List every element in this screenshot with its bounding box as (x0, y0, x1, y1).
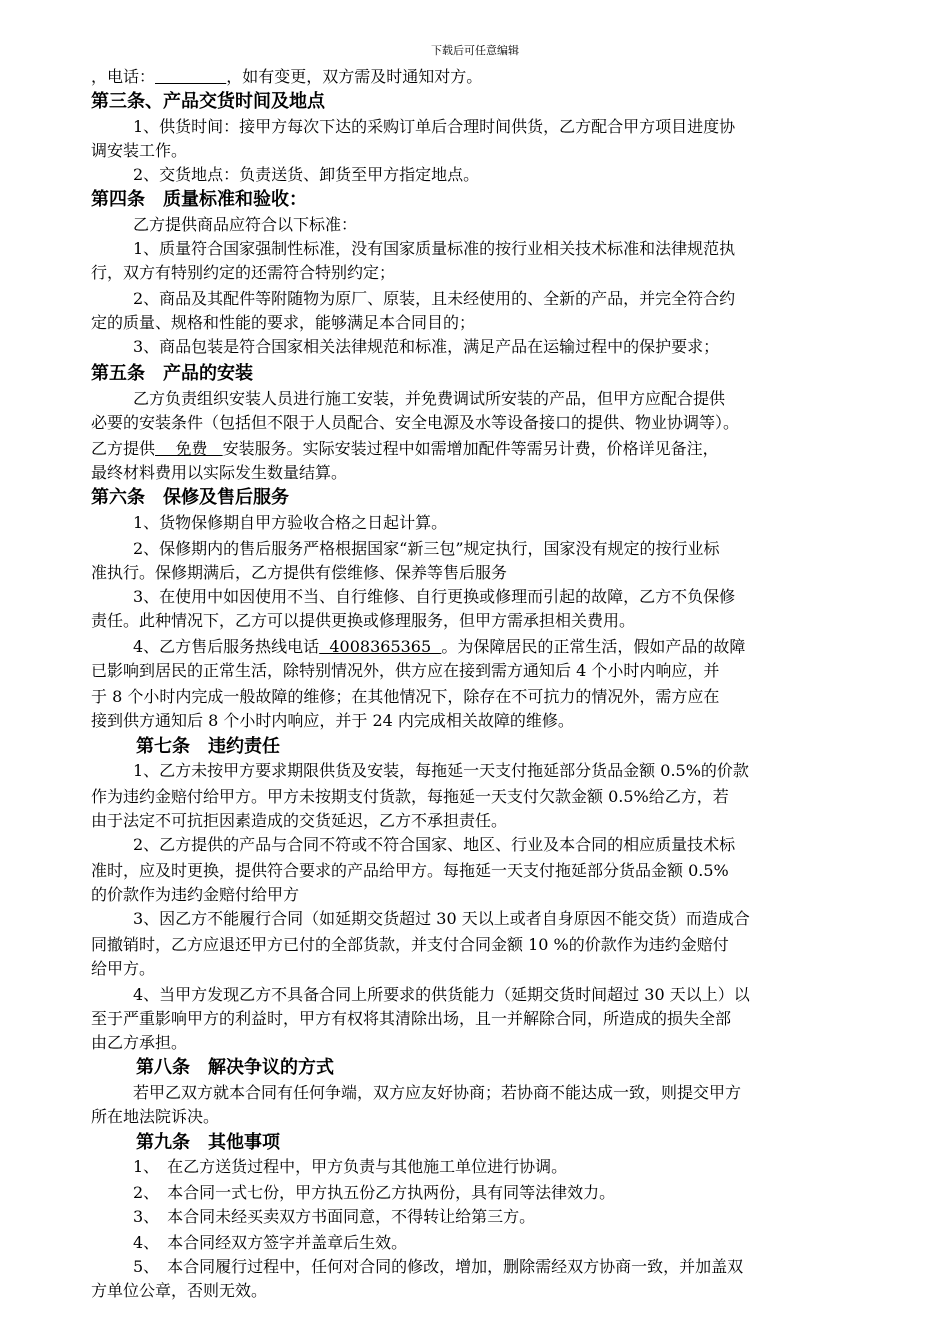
hotline-note: 。为保障居民的正常生活，假如产品的故障 (441, 637, 746, 656)
install-free-blank: 免费 (155, 439, 223, 458)
paragraph-line: 方单位公章，否则无效。 (91, 1281, 268, 1300)
hotline-number: 4008365365 (319, 637, 442, 656)
paragraph-line: 1、供货时间：接甲方每次下达的采购订单后合理时间供货，乙方配合甲方项目进度协 (133, 117, 736, 136)
paragraph-line: 作为违约金赔付给甲方。甲方未按期支付货款，每拖延一天支付欠款金额 0.5%给乙方，若 (91, 787, 729, 806)
paragraph-line: 准时，应及时更换，提供符合要求的产品给甲方。每拖延一天支付拖延部分货品金额 0.5% (91, 861, 729, 880)
page-header-note: 下载后可任意编辑 (431, 44, 519, 57)
article-7-heading: 第七条 违约责任 (136, 736, 280, 757)
paragraph-line: 若甲乙双方就本合同有任何争端，双方应友好协商；若协商不能达成一致，则提交甲方 (133, 1083, 742, 1102)
paragraph-line: 至于严重影响甲方的利益时，甲方有权将其清除出场，且一并解除合同，所造成的损失全部 (91, 1009, 732, 1028)
paragraph-line: 由于法定不可抗拒因素造成的交货延迟，乙方不承担责任。 (91, 811, 508, 830)
phone-blank (155, 67, 226, 86)
contact-label: ，电话： (91, 67, 156, 86)
article-8-heading: 第八条 解决争议的方式 (136, 1057, 334, 1078)
paragraph-line: 定的质量、规格和性能的要求，能够满足本合同目的； (91, 313, 476, 332)
paragraph-line: 2、交货地点：负责送货、卸货至甲方指定地点。 (133, 165, 480, 184)
paragraph-line: 已影响到居民的正常生活，除特别情况外，供方应在接到需方通知后 4 个小时内响应，并 (91, 661, 720, 680)
list-item: 4、 本合同经双方签字并盖章后生效。 (133, 1233, 408, 1252)
article-6-heading: 第六条 保修及售后服务 (91, 487, 289, 508)
paragraph-line: 4、当甲方发现乙方不具备合同上所要求的供货能力（延期交货时间超过 30 天以上）以 (133, 985, 750, 1004)
hotline-label: 4、乙方售后服务热线电话 (133, 637, 320, 656)
article-3-heading: 第三条、产品交货时间及地点 (91, 91, 325, 112)
list-item: 5、 本合同履行过程中，任何对合同的修改，增加，删除需经双方协商一致，并加盖双 (133, 1257, 744, 1276)
list-item: 3、 本合同未经买卖双方书面同意，不得转让给第三方。 (133, 1207, 536, 1226)
install-label: 乙方提供 (91, 439, 156, 458)
paragraph-line: 准执行。保修期满后，乙方提供有偿维修、保养等售后服务 (91, 563, 508, 582)
paragraph-line: 2、乙方提供的产品与合同不符或不符合国家、地区、行业及本合同的相应质量技术标 (133, 835, 736, 854)
article-9-heading: 第九条 其他事项 (136, 1132, 280, 1153)
paragraph-line: 由乙方承担。 (91, 1033, 188, 1052)
article-5-heading: 第五条 产品的安装 (91, 363, 253, 384)
paragraph-line: 乙方负责组织安装人员进行施工安装，并免费调试所安装的产品，但甲方应配合提供 (133, 389, 726, 408)
list-item: 1、 在乙方送货过程中，甲方负责与其他施工单位进行协调。 (133, 1157, 568, 1176)
paragraph-line: 2、保修期内的售后服务严格根据国家“新三包”规定执行，国家没有规定的按行业标 (133, 539, 720, 558)
paragraph-line: 3、在使用中如因使用不当、自行维修、自行更换或修理而引起的故障，乙方不负保修 (133, 587, 736, 606)
paragraph-line: 1、质量符合国家强制性标准，没有国家质量标准的按行业相关技术标准和法律规范执 (133, 239, 736, 258)
paragraph-line: 最终材料费用以实际发生数量结算。 (91, 463, 348, 482)
paragraph-line: 给甲方。 (91, 959, 156, 978)
paragraph-line: 的价款作为违约金赔付给甲方 (91, 885, 300, 904)
paragraph-line: 1、货物保修期自甲方验收合格之日起计算。 (133, 513, 448, 532)
paragraph-line: 接到供方通知后 8 个小时内响应，并于 24 内完成相关故障的维修。 (91, 711, 574, 730)
paragraph-line: 3、商品包装是符合国家相关法律规范和标准，满足产品在运输过程中的保护要求； (133, 337, 720, 356)
paragraph-line: 于 8 个小时内完成一般故障的维修；在其他情况下，除存在不可抗力的情况外，需方应在 (91, 687, 720, 706)
paragraph-line: 行，双方有特别约定的还需符合特别约定； (91, 263, 396, 282)
paragraph-line: 责任。此种情况下，乙方可以提供更换或修理服务，但甲方需承担相关费用。 (91, 611, 636, 630)
paragraph-line: 调安装工作。 (91, 141, 188, 160)
paragraph-line: 所在地法院诉决。 (91, 1107, 220, 1126)
paragraph-line: 同撤销时，乙方应退还甲方已付的全部货款，并支付合同金额 10 %的价款作为违约金赔付 (91, 935, 729, 954)
install-note: 安装服务。实际安装过程中如需增加配件等需另计费，价格详见备注， (222, 439, 719, 458)
paragraph-line: 1、乙方未按甲方要求期限供货及安装，每拖延一天支付拖延部分货品金额 0.5%的价款 (133, 761, 749, 780)
paragraph-line: 必要的安装条件（包括但不限于人员配合、安全电源及水等设备接口的提供、物业协调等）。 (91, 413, 740, 432)
hotline-line (133, 636, 745, 658)
paragraph-line: 乙方提供商品应符合以下标准： (133, 215, 358, 234)
contact-note: ，如有变更，双方需及时通知对方。 (226, 67, 483, 86)
article-4-heading: 第四条 质量标准和验收： (91, 189, 307, 210)
list-item: 2、 本合同一式七份，甲方执五份乙方执两份，具有同等法律效力。 (133, 1183, 616, 1202)
contact-line (91, 66, 482, 88)
paragraph-line: 2、商品及其配件等附随物为原厂、原装，且未经使用的、全新的产品，并完全符合约 (133, 289, 736, 308)
install-service-line (91, 438, 719, 460)
paragraph-line: 3、因乙方不能履行合同（如延期交货超过 30 天以上或者自身原因不能交货）而造成合 (133, 909, 750, 928)
